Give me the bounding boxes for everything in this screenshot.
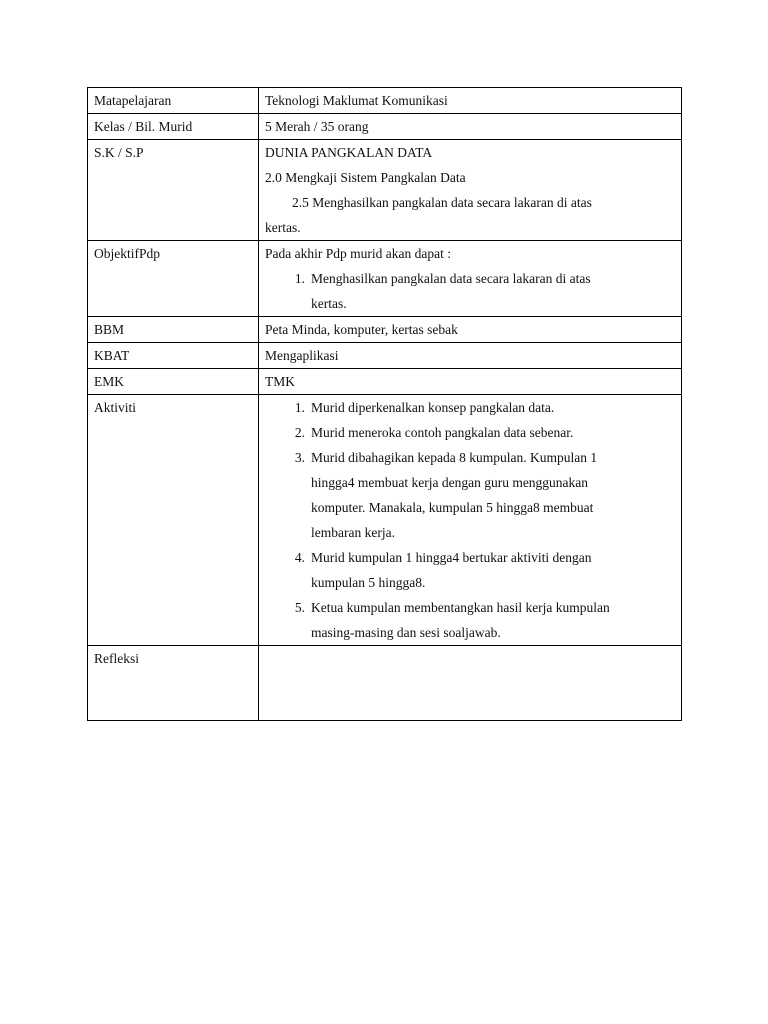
row-value-emk: TMK <box>259 369 682 395</box>
table-row <box>88 317 682 343</box>
table-row <box>88 343 682 369</box>
list-item <box>265 395 675 420</box>
row-label-reflection: Refleksi <box>88 646 259 721</box>
list-line: Murid diperkenalkan konsep pangkalan data. <box>311 400 555 415</box>
sksp-line: DUNIA PANGKALAN DATA <box>265 145 433 160</box>
row-value-reflection <box>259 646 682 721</box>
list-line: Murid meneroka contoh pangkalan data sebenar. <box>311 425 574 440</box>
list-line: Murid dibahagikan kepada 8 kumpulan. Kumpulan 1 <box>311 450 598 465</box>
row-value-activity <box>259 395 682 646</box>
list-line: hingga4 membuat kerja dengan guru menggunakan <box>311 475 589 490</box>
row-label-class: Kelas / Bil. Murid <box>88 114 259 140</box>
list-line: masing-masing dan sesi soaljawab. <box>311 625 501 640</box>
activity-list <box>265 395 675 645</box>
list-line: Ketua kumpulan membentangkan hasil kerja kumpulan <box>311 600 610 615</box>
list-line: Menghasilkan pangkalan data secara lakaran di atas <box>311 271 591 286</box>
list-text <box>311 420 675 445</box>
list-number: 4. <box>294 550 305 565</box>
list-item <box>265 595 675 645</box>
sksp-line: 2.0 Mengkaji Sistem Pangkalan Data <box>265 170 466 185</box>
list-number: 3. <box>294 450 305 465</box>
list-text <box>311 395 675 420</box>
list-text <box>311 445 675 545</box>
row-label-bbm: BBM <box>88 317 259 343</box>
sksp-line: 2.5 Menghasilkan pangkalan data secara lakaran di atas <box>292 195 592 210</box>
table-row <box>88 114 682 140</box>
list-line: lembaran kerja. <box>311 525 395 540</box>
list-number: 5. <box>294 600 305 615</box>
list-line: kertas. <box>311 296 347 311</box>
list-text <box>311 595 675 645</box>
row-label-subject: Matapelajaran <box>88 88 259 114</box>
list-line: kumpulan 5 hingga8. <box>311 575 426 590</box>
objective-intro: Pada akhir Pdp murid akan dapat : <box>265 246 451 261</box>
row-label-sksp: S.K / S.P <box>88 140 259 241</box>
list-item <box>265 420 675 445</box>
list-text <box>311 545 675 595</box>
list-line: Murid kumpulan 1 hingga4 bertukar aktiviti dengan <box>311 550 592 565</box>
list-number: 1. <box>294 400 305 415</box>
list-number: 2. <box>294 425 305 440</box>
row-label-kbat: KBAT <box>88 343 259 369</box>
row-label-objective: ObjektifPdp <box>88 241 259 317</box>
lesson-plan-table <box>87 87 682 721</box>
row-value-sksp <box>259 140 682 241</box>
list-item <box>265 266 675 316</box>
table-row <box>88 88 682 114</box>
list-number: 1. <box>294 271 305 286</box>
list-item <box>265 445 675 545</box>
row-value-class: 5 Merah / 35 orang <box>259 114 682 140</box>
row-label-emk: EMK <box>88 369 259 395</box>
row-value-objective <box>259 241 682 317</box>
row-label-activity: Aktiviti <box>88 395 259 646</box>
table-row <box>88 369 682 395</box>
table-row <box>88 646 682 721</box>
row-value-kbat: Mengaplikasi <box>259 343 682 369</box>
row-value-bbm: Peta Minda, komputer, kertas sebak <box>259 317 682 343</box>
row-value-subject: Teknologi Maklumat Komunikasi <box>259 88 682 114</box>
table-row <box>88 395 682 646</box>
sksp-line: kertas. <box>265 220 301 235</box>
list-item <box>265 545 675 595</box>
list-line: komputer. Manakala, kumpulan 5 hingga8 membuat <box>311 500 594 515</box>
table-row <box>88 241 682 317</box>
objective-list <box>265 266 675 316</box>
table-row <box>88 140 682 241</box>
list-text <box>311 266 675 316</box>
